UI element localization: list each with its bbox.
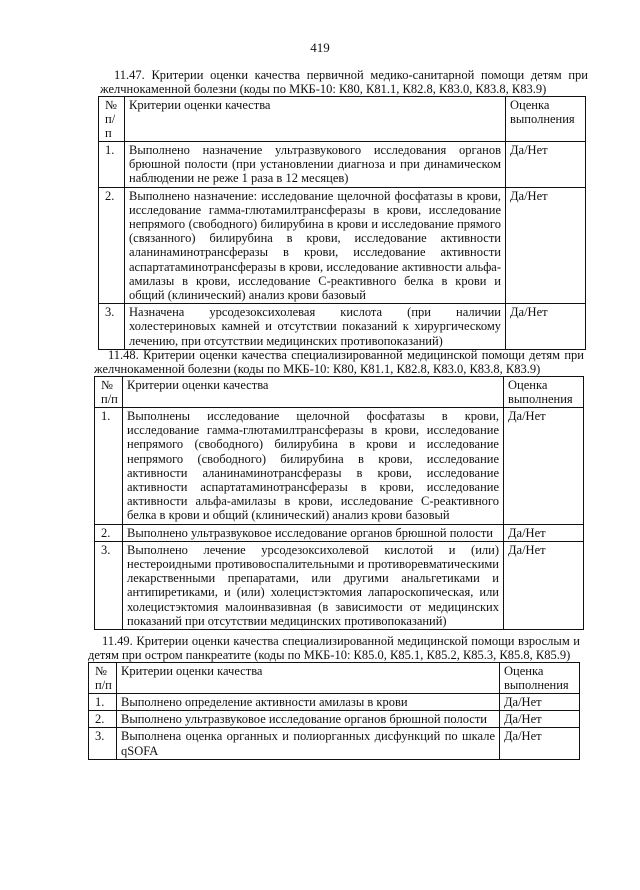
row-number: 3.: [95, 541, 123, 629]
row-criterion: Выполнено ультразвуковое исследование органов брюшной полости: [123, 524, 504, 541]
table-header-row: [95, 377, 584, 408]
row-criterion: Выполнено назначение: исследование щелочной фосфатазы в крови, исследование гамма-глютамилтрансферазы в крови, исследование непрямого (свободного) билирубина в крови и исследование прямого (связанного) билирубина в крови, исследование активности аланинаминотрансферазы в крови, исследование активности аспартатаминотрансферазы в крови, исследование активности альфа-амилазы в крови, исследование С-реактивного белка в крови и общий (клинический) анализ крови базовый: [125, 187, 506, 304]
criteria-table: [88, 662, 580, 760]
row-criterion: Выполнено назначение ультразвукового исследования органов брюшной полости (при установлении диагноза и при динамическом наблюдении не реже 1 раза в 12 месяцев): [125, 142, 506, 188]
row-criterion: Назначена урсодезоксихолевая кислота (при наличии холестериновых камней и отсутствии показаний к хирургическому лечению, при отсутствии медицинских противопоказаний): [125, 304, 506, 350]
column-header-number: № п/п: [89, 663, 117, 694]
column-header-criteria: Критерии оценки качества: [123, 377, 504, 408]
table-row: [89, 711, 580, 728]
section-11-47: [100, 68, 588, 350]
row-number: 1.: [89, 694, 117, 711]
row-evaluation: Да/Нет: [500, 694, 580, 711]
column-header-evaluation: Оценка выполнения: [506, 97, 586, 142]
row-number: 1.: [99, 142, 125, 188]
table-header-row: [99, 97, 586, 142]
table-row: [95, 524, 584, 541]
criteria-table: [94, 376, 584, 630]
row-criterion: Выполнены исследование щелочной фосфатазы в крови, исследование гамма-глютамилтрансферазы в крови, исследование непрямого (свободного) билирубина в крови и исследование непрямого (свободного) билирубина в крови, исследование активности аланинаминотрансферазы в крови, исследование активности аспартатаминотрансферазы в крови, исследование активности альфа-амилазы в крови, исследование С-реактивного белка в крови и общий (клинический) анализ крови базовый: [123, 408, 504, 525]
row-criterion: Выполнено ультразвуковое исследование органов брюшной полости: [117, 711, 500, 728]
row-criterion: Выполнено определение активности амилазы в крови: [117, 694, 500, 711]
row-criterion: Выполнено лечение урсодезоксихолевой кислотой и (или) нестероидными противовоспалительными и противоревматическими лекарственными препаратами, или другими анальгетиками и антипиретиками, и (или) холецистэктомия лапароскопическая, или холецистэктомия малоинвазивная (в зависимости от медицинских показаний при отсутствии медицинских противопоказаний): [123, 541, 504, 629]
table-row: [95, 541, 584, 629]
row-evaluation: Да/Нет: [500, 711, 580, 728]
row-number: 2.: [99, 187, 125, 304]
row-evaluation: Да/Нет: [504, 541, 584, 629]
table-row: [95, 408, 584, 525]
row-number: 3.: [89, 728, 117, 759]
row-evaluation: Да/Нет: [500, 728, 580, 759]
row-number: 3.: [99, 304, 125, 350]
row-number: 2.: [89, 711, 117, 728]
row-evaluation: Да/Нет: [504, 408, 584, 525]
section-title: 11.48. Критерии оценки качества специализированной медицинской помощи детям при желчнокаменной болезни (коды по МКБ-10: К80, К81.1, К82.8, К83.0, К83.8, К83.9): [94, 348, 584, 376]
table-row: [89, 694, 580, 711]
table-header-row: [89, 663, 580, 694]
section-title: 11.49. Критерии оценки качества специализированной медицинской помощи взрослым и детям при остром панкреатите (коды по МКБ-10: К85.0, К85.1, К85.2, К85.3, К85.8, К85.9): [88, 634, 580, 662]
criteria-table: [98, 96, 586, 350]
table-row: [99, 304, 586, 350]
row-evaluation: Да/Нет: [504, 524, 584, 541]
section-title: 11.47. Критерии оценки качества первичной медико-санитарной помощи детям при желчнокаменной болезни (коды по МКБ-10: К80, К81.1, К82.8, К83.0, К83.8, К83.9): [100, 68, 588, 96]
page-number: 419: [310, 40, 330, 55]
column-header-criteria: Критерии оценки качества: [117, 663, 500, 694]
section-11-48: [94, 348, 584, 630]
row-evaluation: Да/Нет: [506, 304, 586, 350]
row-criterion: Выполнена оценка органных и полиорганных дисфункций по шкале qSOFA: [117, 728, 500, 759]
column-header-criteria: Критерии оценки качества: [125, 97, 506, 142]
row-evaluation: Да/Нет: [506, 187, 586, 304]
table-row: [99, 142, 586, 188]
row-number: 1.: [95, 408, 123, 525]
column-header-evaluation: Оценка выполнения: [500, 663, 580, 694]
row-evaluation: Да/Нет: [506, 142, 586, 188]
column-header-number: № п/п: [99, 97, 125, 142]
table-row: [99, 187, 586, 304]
table-row: [89, 728, 580, 759]
section-11-49: [88, 634, 580, 760]
column-header-number: № п/п: [95, 377, 123, 408]
column-header-evaluation: Оценка выполнения: [504, 377, 584, 408]
row-number: 2.: [95, 524, 123, 541]
